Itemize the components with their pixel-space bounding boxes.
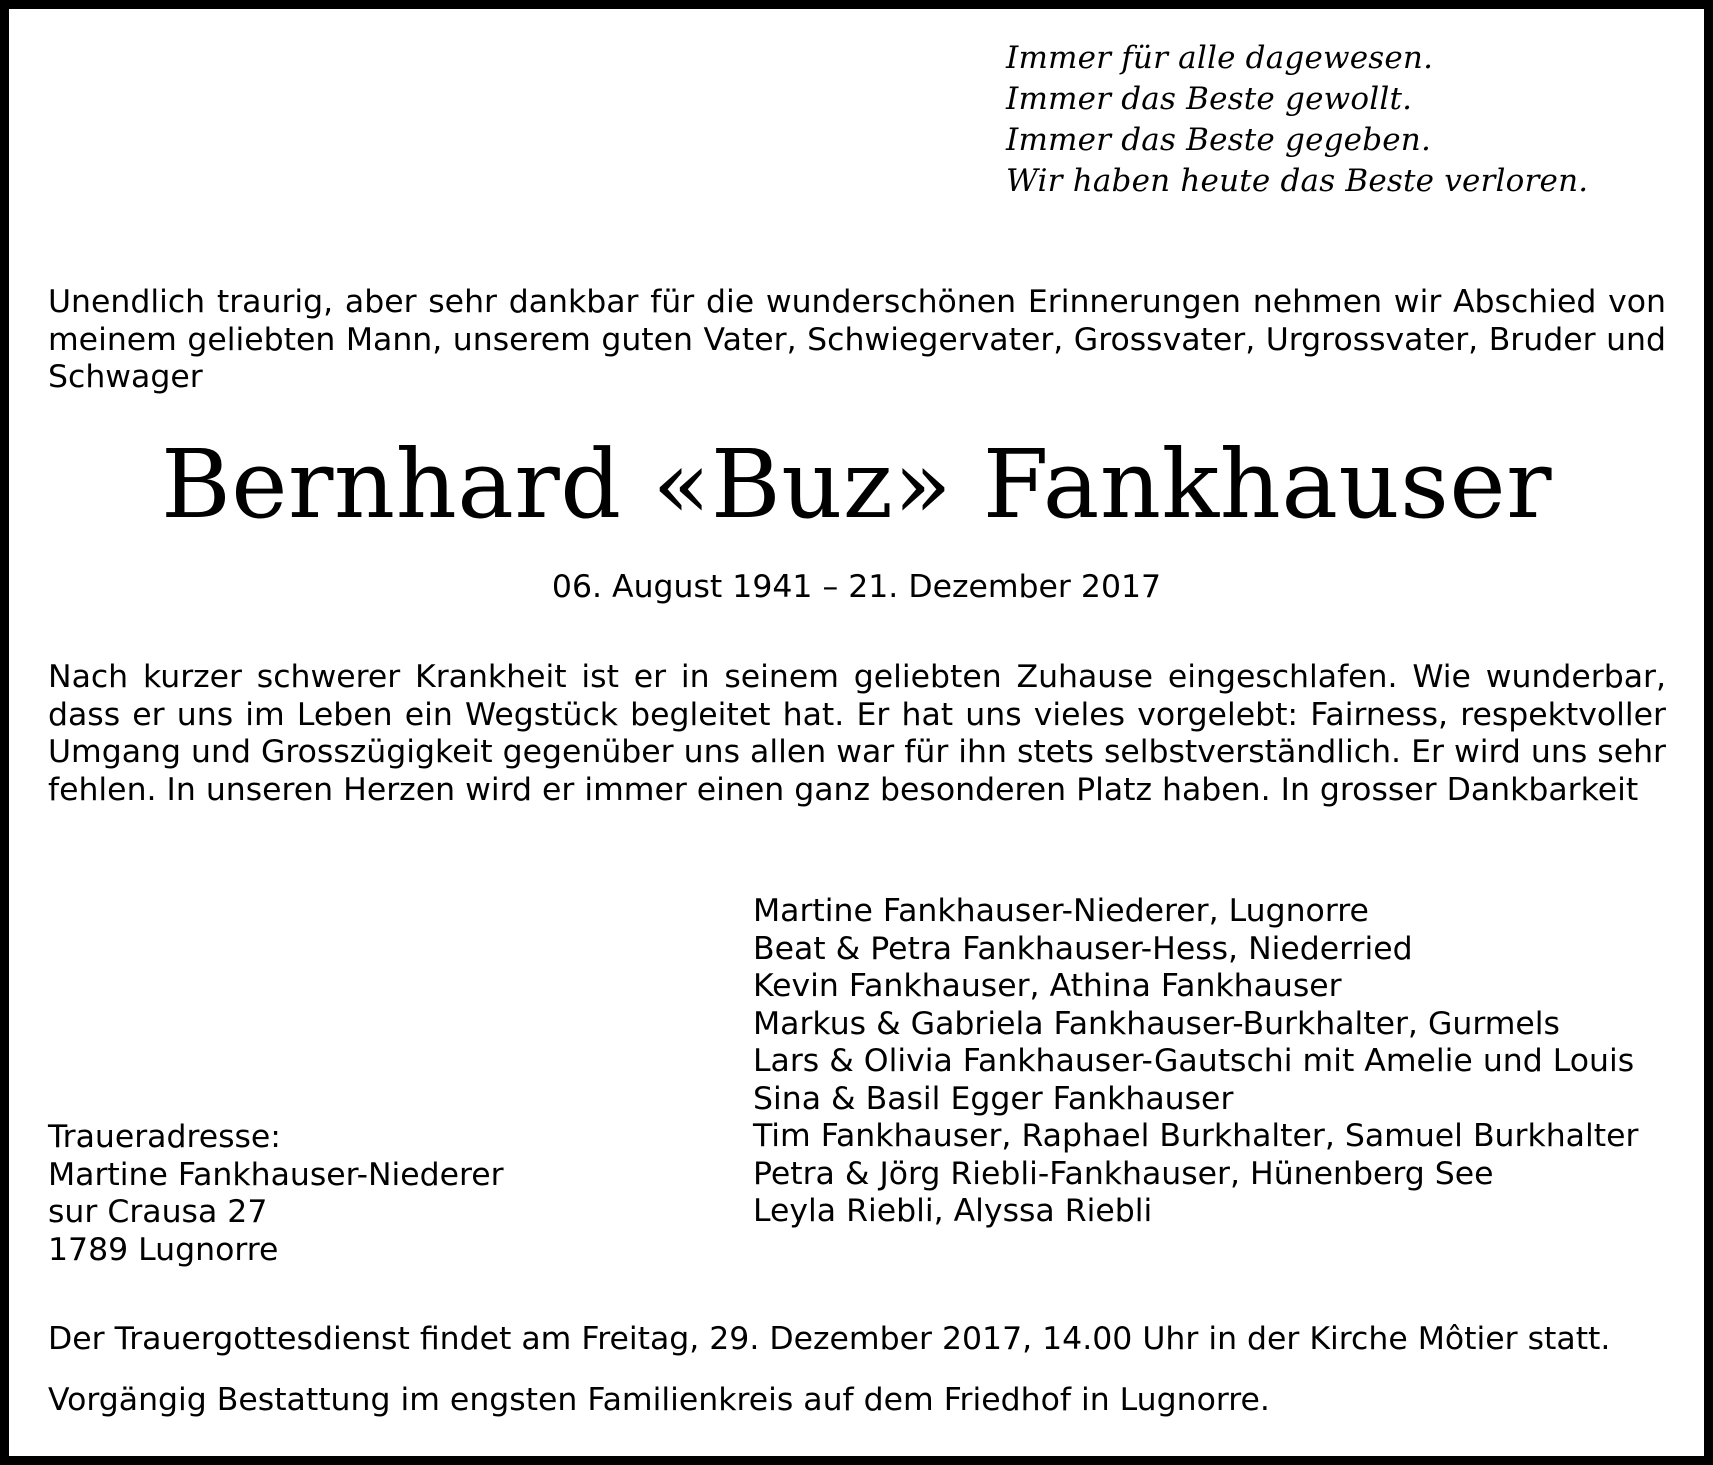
mourning-address xyxy=(48,1119,504,1269)
poem-line: Immer das Beste gewollt. xyxy=(1006,81,1413,117)
address-street: sur Crausa 27 xyxy=(48,1194,268,1230)
intro-text: Unendlich traurig, aber sehr dankbar für die wunderschönen Erinnerungen nehmen wir Abschied von meinem geliebten Mann, unserem guten Vater, Schwiegervater, Grossvater, Urgrossvater, Bruder und Schwager xyxy=(48,284,1666,395)
service-info: Der Trauergottesdienst findet am Freitag, 29. Dezember 2017, 14.00 Uhr in der Kirche Môtier statt. xyxy=(48,1321,1611,1357)
address-label: Traueradresse: xyxy=(48,1119,281,1155)
mourner-entry: Leyla Riebli, Alyssa Riebli xyxy=(753,1193,1153,1229)
address-name: Martine Fankhauser-Niederer xyxy=(48,1156,504,1193)
poem-line: Wir haben heute das Beste verloren. xyxy=(1006,163,1589,199)
poem xyxy=(1006,38,1588,202)
mourner-entry: Markus & Gabriela Fankhauser-Burkhalter, Gurmels xyxy=(753,1005,1560,1042)
life-dates: 06. August 1941 – 21. Dezember 2017 xyxy=(551,569,1162,605)
poem-line: Immer das Beste gegeben. xyxy=(1006,122,1432,158)
mourner-entry: Tim Fankhauser, Raphael Burkhalter, Samuel Burkhalter xyxy=(753,1118,1639,1154)
mourners-list xyxy=(753,893,1638,1231)
poem-line: Immer für alle dagewesen. xyxy=(1006,40,1434,76)
mourner-entry: Beat & Petra Fankhauser-Hess, Niederried xyxy=(753,930,1413,967)
deceased-name: Bernhard «Buz» Fankhauser xyxy=(160,430,1553,540)
obituary-text: Nach kurzer schwerer Krankheit ist er in seinem geliebten Zuhause eingeschlafen. Wie wunderbar, dass er uns im Leben ein Wegstück begleitet hat. Er hat uns vieles vorgelebt: Fairness, respektvoller Umgang und Grosszügigkeit gegenüber uns allen war für ihn stets selbstverständlich. Er wird uns sehr fehlen. In unseren Herzen wird er immer einen ganz besonderen Platz haben. In grosser Dankbarkeit xyxy=(48,659,1666,808)
mourner-entry: Petra & Jörg Riebli-Fankhauser, Hünenberg See xyxy=(753,1155,1494,1192)
mourner-entry: Sina & Basil Egger Fankhauser xyxy=(753,1080,1234,1117)
address-city: 1789 Lugnorre xyxy=(48,1231,279,1268)
mourner-entry: Martine Fankhauser-Niederer, Lugnorre xyxy=(753,893,1369,929)
mourner-entry: Lars & Olivia Fankhauser-Gautschi mit Amelie und Louis xyxy=(753,1043,1635,1079)
burial-info: Vorgängig Bestattung im engsten Familienkreis auf dem Friedhof in Lugnorre. xyxy=(48,1382,1270,1418)
mourner-entry: Kevin Fankhauser, Athina Fankhauser xyxy=(753,968,1342,1004)
